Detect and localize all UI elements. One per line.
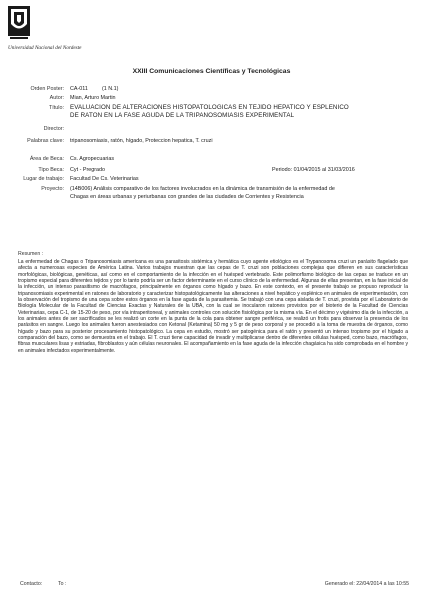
footer-contacto: Contacto: — [20, 581, 43, 587]
tipo-beca-value: Cyt - Pregrado — [70, 167, 106, 173]
periodo-value: Periodo: 01/04/2015 al 31/03/2016 — [272, 167, 355, 173]
footer-generado: Generado el: 22/04/2014 a las 10:55 — [324, 581, 409, 587]
crest-icon — [8, 6, 78, 46]
area-row — [0, 156, 423, 164]
orden-poster-label: Orden Poster: — [30, 86, 64, 92]
orden-poster-extra: (1 N.1) — [102, 86, 119, 92]
footer-to: To : — [58, 581, 67, 587]
lugar-trabajo-row — [0, 176, 423, 184]
titulo-row — [0, 104, 423, 120]
resumen-text: La enfermedad de Chagas o Tripanosomiasis americana es una parasitosis sistémica y hemática cuyo agente etiológico es el Trypanosoma cruzi un parásito flagelado que afecta a numerosas especies de América Latina. Varios trabajos muestran que las cepas de T. cruzi son poblaciones complejas que difieren en sus características morfológicas, biológicas, genéticas, así como en el comportamiento de la infección en el huésped vertebrado. Este polimorfismo biológico de las cepas se traduce en un tropismo especial para diferentes tejidos y por lo tanto podría ser un factor determinante en el curso clínico de la enfermedad. Algunas de ellas presentan, en la fase inicial de la infección, un intenso parasitismo de macrófagos, principalmente en órganos como hígado y bazo. En este contexto, en el presente trabajo se propuso reproducir la tripanosomiasis experimental en ratones de laboratorio y caracterizar histopatológicamente las alteraciones a nivel hepático y esplénico en animales de experimentación, con la observación del tropismo de una cepa sobre estos órganos en la fase aguda de la parasitemia. Se trabajó con una cepa aislada de T. cruzi, provista por el Laboratorio de Biología Molecular de la Facultad de Ciencias Exactas y Naturales de la UBA, con la cual se inocularon ratones provistos por el bioterio de la Facultad de Ciencias Veterinarias, cepa C-1, de 15-20 de peso, por vía intraperitoneal, y animales controles con solución fisiológica por la misma vía. En el décimo y vigésimo día de la infección, a los animales antes de ser sacrificados se les realizó un corte en la punta de la cola para obtener sangre periférica, se realizó un frotis para observar la presencia de los parásitos en sangre. Luego los animales fueron anestesiados con Ketonal (Ketamina) 50 mg y 5 gr de peso corporal y se procedió a la toma de muestra de órganos, como hígado y bazo para su posterior procesamiento histopatológico. La cepa en estudio, mostró ser patogénica para el ratón y presentó un intenso tropismo por el hígado a comparación del bazo, como se demuestra en el trabajo. El T. cruzi tiene capacidad de invadir y multiplicarse dentro de diferentes células huésped, como bazo, macrófagos, fibras musculares lisas y estriadas, fibroblastos y aún células neuronales. El acompañamiento en la fase aguda de la infección chagásica ha sido comprobada en el hombre y en animales infectados experimentalmente. — [18, 259, 408, 354]
lugar-trabajo-value: Facultad De Cs. Veterinarias — [70, 176, 139, 182]
tipo-beca-label: Tipo Beca: — [38, 167, 64, 173]
autor-label: Autor: — [49, 95, 64, 101]
area-label: Área de Beca: — [29, 156, 64, 162]
titulo-label: Título: — [49, 105, 64, 111]
palabras-clave-value: tripanosomiasis, ratón, hígado, Proteccion hepatica, T. cruzi — [70, 138, 213, 144]
orden-poster-value: CA-011 — [70, 86, 88, 92]
autor-row — [0, 95, 423, 103]
palabras-clave-label: Palabras clave: — [27, 138, 64, 144]
proyecto-label: Proyecto: — [41, 186, 64, 192]
proyecto-line1: (14B006) Análisis comparativo de los factores involucrados en la dinámica de transmisión de la enfermedad de — [70, 186, 335, 192]
area-value: Cs. Agropecuarias — [70, 156, 115, 162]
institution-name: Universidad Nacional del Nordeste — [8, 45, 82, 51]
autor-value: Mian, Arturo Martin — [70, 95, 116, 101]
titulo-line1: EVALUACION DE ALTERACIONES HISTOPATOLOGICAS EN TEJIDO HEPATICO Y ESPLENICO — [70, 104, 349, 111]
resumen-label: Resumen : — [18, 251, 44, 257]
tipo-beca-row — [0, 167, 423, 175]
director-row — [0, 126, 423, 134]
orden-poster-row — [0, 86, 423, 94]
proyecto-line2: Chagas en áreas urbanas y periurbanas con grandes de las ciudades de Corrientes y Resistencia — [70, 194, 304, 200]
director-label: Director: — [43, 126, 64, 132]
proyecto-row — [0, 186, 423, 202]
lugar-trabajo-label: Lugar de trabajo: — [23, 176, 64, 182]
titulo-line2: DE RATON EN LA FASE AGUDA DE LA TRIPANOSOMIASIS EXPERIMENTAL — [70, 112, 295, 119]
palabras-clave-row — [0, 138, 423, 146]
event-title: XXIII Comunicaciones Científicas y Tecnológicas — [132, 68, 291, 75]
